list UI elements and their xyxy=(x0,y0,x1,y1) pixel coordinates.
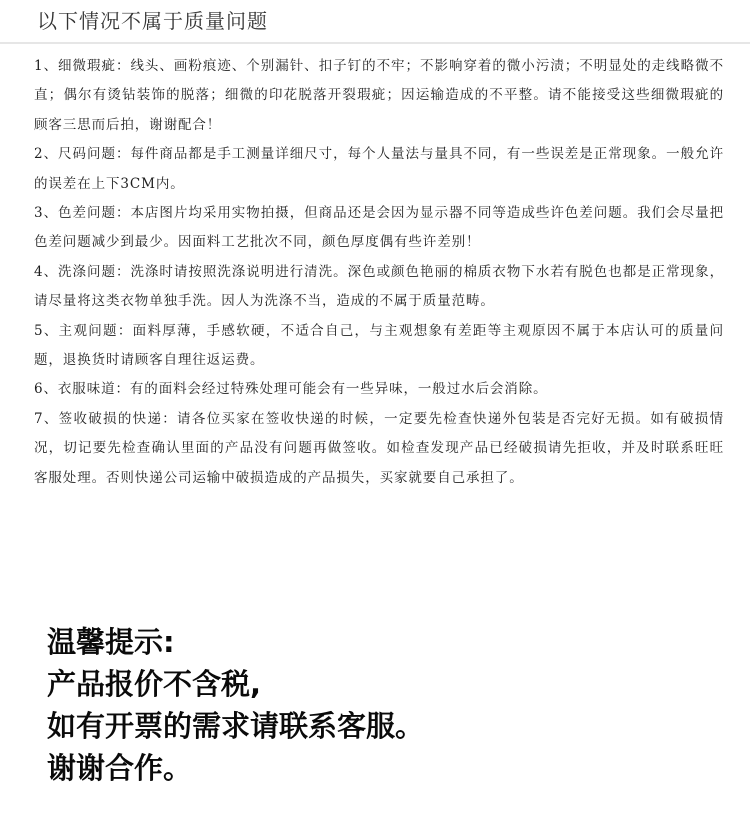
reminder-line-tax: 产品报价不含税, xyxy=(47,667,262,701)
reminder-title: 温馨提示: xyxy=(47,625,175,659)
note-item-2: 2、尺码问题：每件商品都是手工测量详细尺寸，每个人量法与量具不同，有一些误差是正常现象。一般允许的误差在上下3CM内。 xyxy=(34,146,724,192)
reminder-line-thanks: 谢谢合作。 xyxy=(47,751,193,785)
page-header xyxy=(0,0,750,44)
note-item-4: 4、洗涤问题：洗涤时请按照洗涤说明进行清洗。深色或颜色艳丽的棉质衣物下水若有脱色也都是正常现象，请尽量将这类衣物单独手洗。因人为洗涤不当，造成的不属于质量范畴。 xyxy=(34,263,724,310)
note-item-1: 1、细微瑕疵：线头、画粉痕迹、个别漏针、扣子钉的不牢；不影响穿着的微小污渍；不明显处的走线略微不直；偶尔有烫钻装饰的脱落；细微的印花脱落开裂瑕疵；因运输造成的不平整。请不能接受这些细微瑕疵的顾客三思而后拍，谢谢配合！ xyxy=(34,58,724,133)
reminder-line-invoice: 如有开票的需求请联系客服。 xyxy=(47,709,425,743)
header-divider xyxy=(0,42,750,44)
note-item-5: 5、主观问题：面料厚薄，手感软硬，不适合自己，与主观想象有差距等主观原因不属于本店认可的质量问题，退换货时请顾客自理往返运费。 xyxy=(34,322,724,369)
notes-list xyxy=(34,52,724,493)
page-title: 以下情况不属于质量问题 xyxy=(37,9,268,33)
note-item-3: 3、色差问题：本店图片均采用实物拍摄，但商品还是会因为显示器不同等造成些许色差问题。我们会尽量把色差问题减少到最少。因面料工艺批次不同，颜色厚度偶有些许差别！ xyxy=(34,205,724,251)
reminder-block xyxy=(47,621,727,789)
note-item-6: 6、衣服味道：有的面料会经过特殊处理可能会有一些异味，一般过水后会消除。 xyxy=(34,381,548,398)
note-item-7: 7、签收破损的快递：请各位买家在签收快递的时候，一定要先检查快递外包装是否完好无损。如有破损情况，切记要先检查确认里面的产品没有问题再做签收。如检查发现产品已经破损请先拒收，并及时联系旺旺客服处理。否则快递公司运输中破损造成的产品损失，买家就要自己承担了。 xyxy=(34,410,724,486)
